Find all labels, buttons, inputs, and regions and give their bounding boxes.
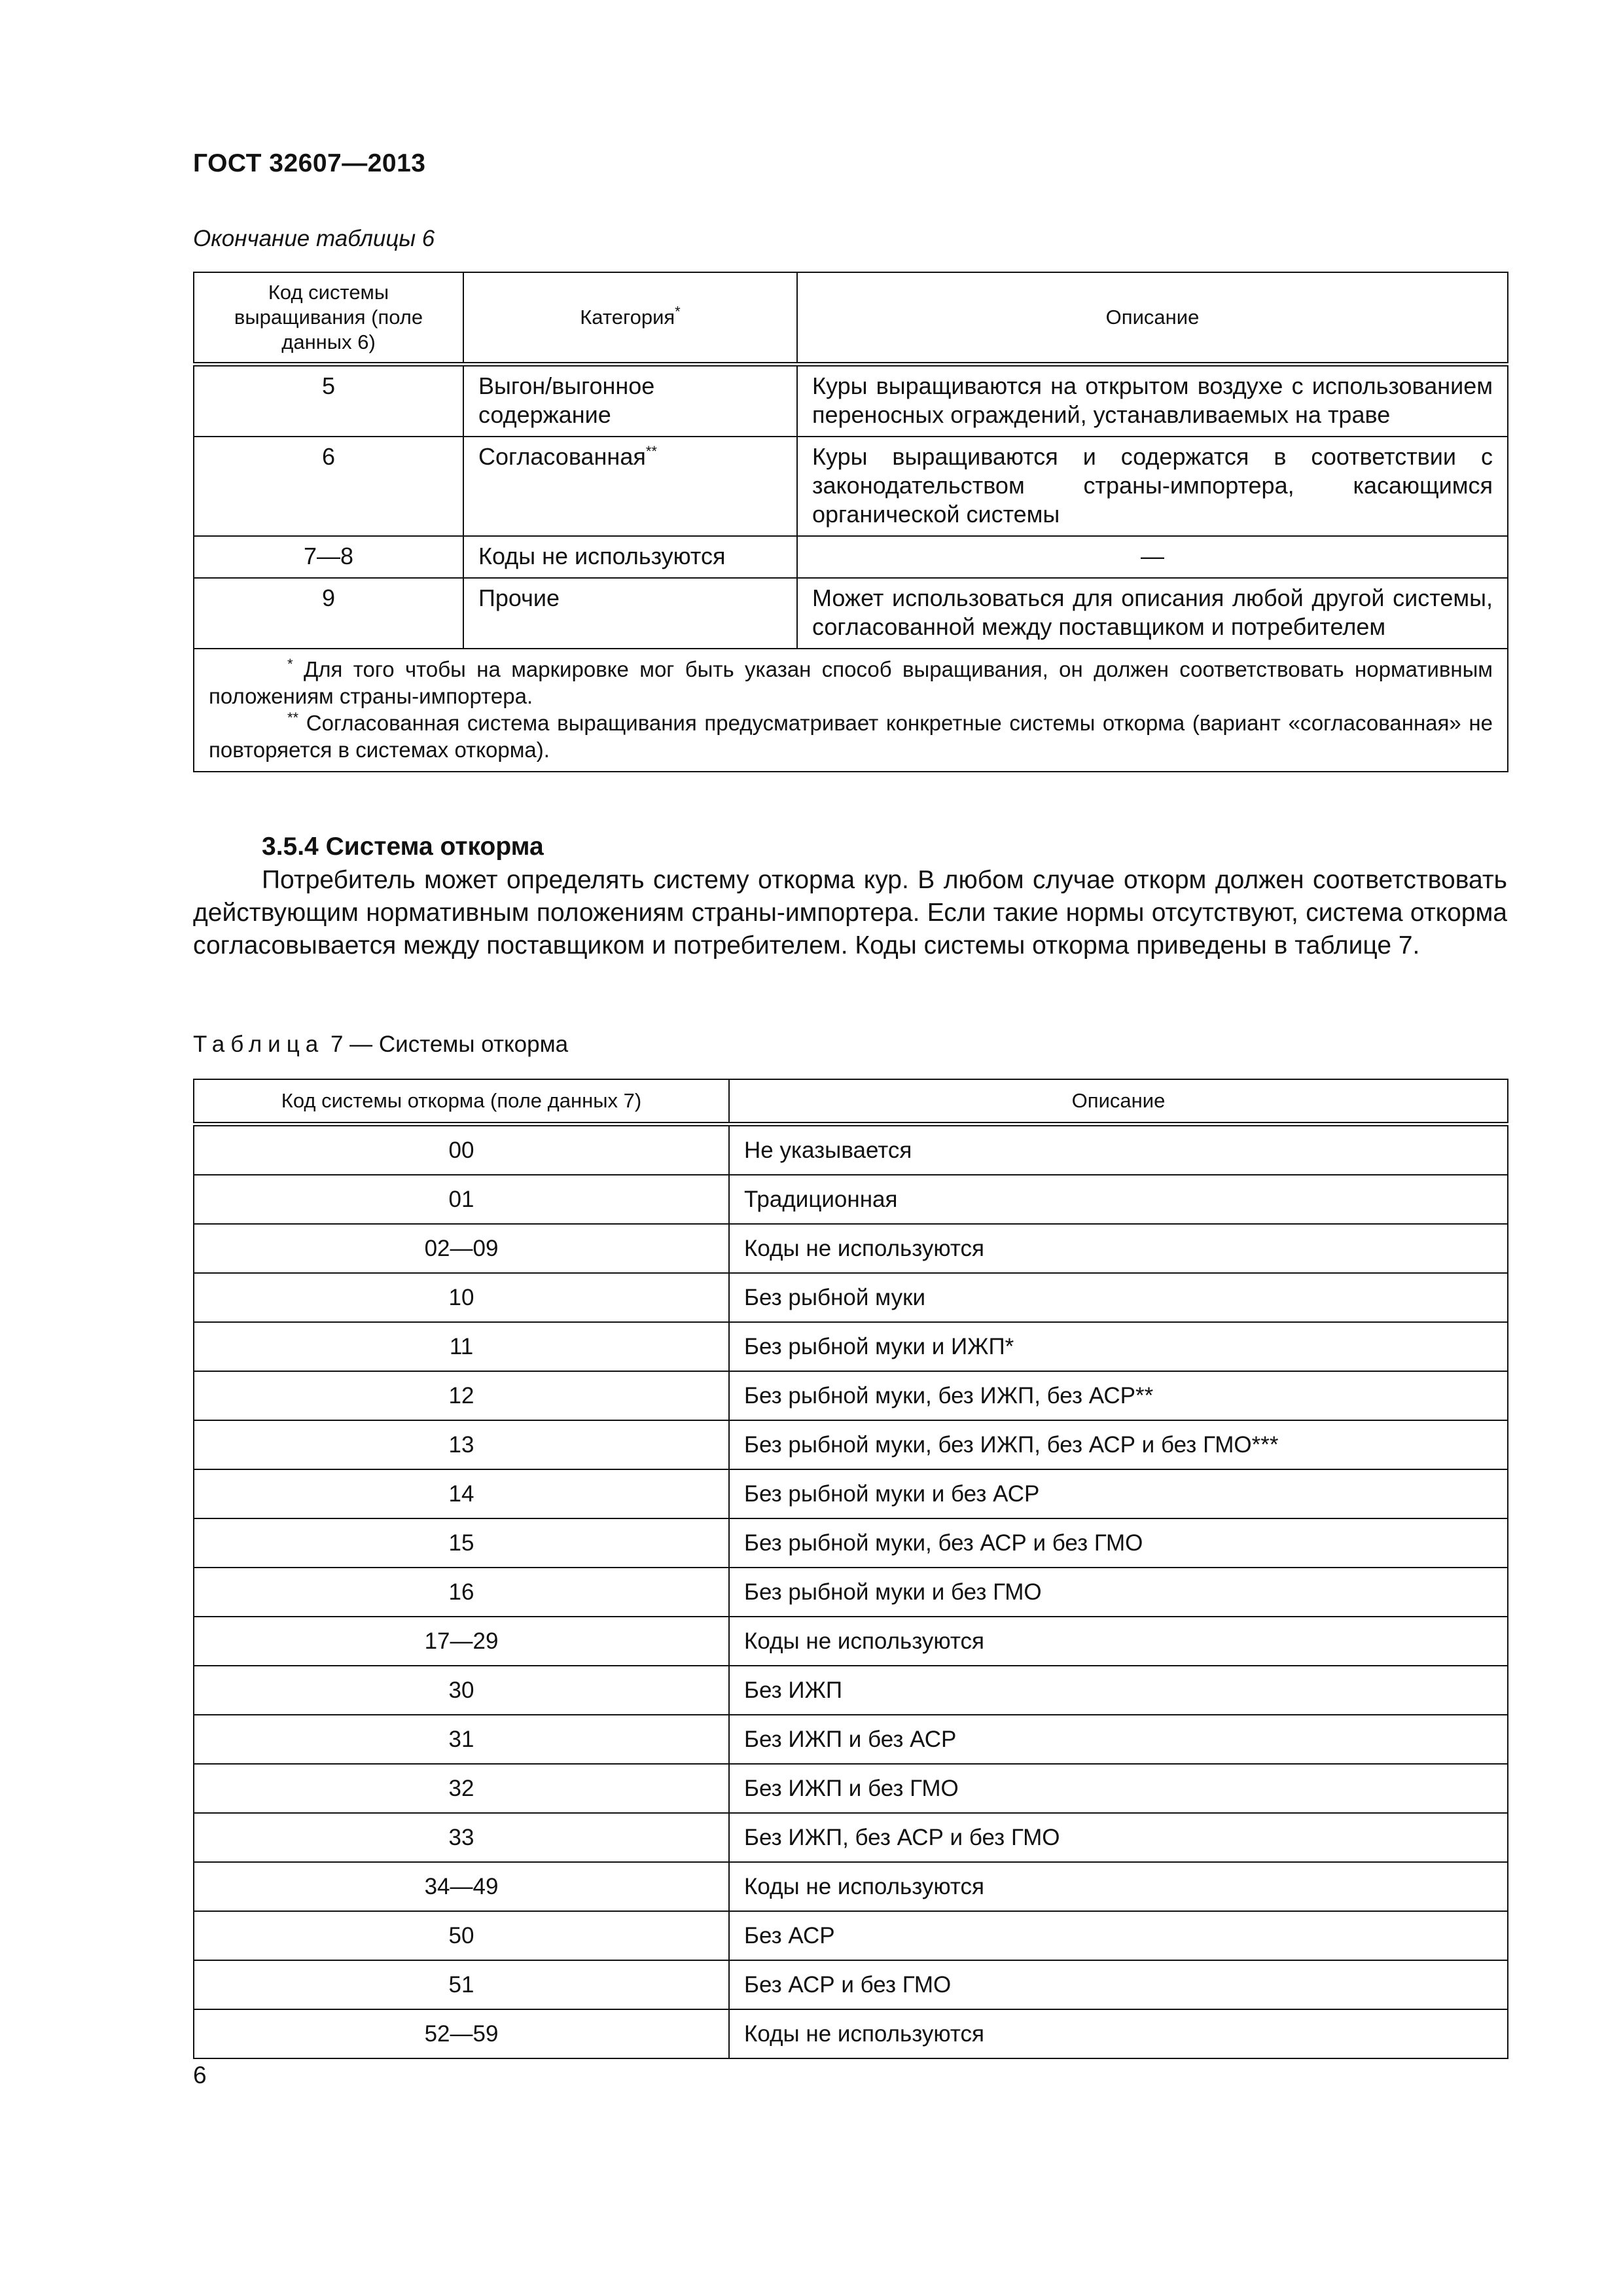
cell-code: 52—59 bbox=[194, 2009, 729, 2058]
page-number: 6 bbox=[193, 2062, 207, 2089]
cell-category: Коды не используются bbox=[463, 536, 797, 578]
cell-description: Коды не используются bbox=[729, 1862, 1508, 1911]
cell-category: Выгон/выгонное содержание bbox=[463, 365, 797, 437]
cell-description: Куры выращиваются на открытом воздухе с использованием переносных ограждений, устанавливаемых на траве bbox=[797, 365, 1508, 437]
table7-caption bbox=[193, 1031, 568, 1058]
table6-footnotes-row bbox=[194, 649, 1508, 772]
cell-code: 30 bbox=[194, 1666, 729, 1715]
cell-code: 34—49 bbox=[194, 1862, 729, 1911]
cell-description: Может использоваться для описания любой другой системы, согласованной между поставщиком и потребителем bbox=[797, 578, 1508, 649]
cell-code: 31 bbox=[194, 1715, 729, 1764]
cell-code: 32 bbox=[194, 1764, 729, 1813]
cell-code: 14 bbox=[194, 1469, 729, 1518]
table-row bbox=[194, 578, 1508, 649]
cell-description: Без АСР bbox=[729, 1911, 1508, 1960]
section-paragraph: Потребитель может определять систему откорма кур. В любом случае откорм должен соответствовать действующим нормативным положениям страны-импортера. Если такие нормы отсутствуют, система откорма согласовывается между поставщиком и потребителем. Коды системы откорма приведены в таблице 7. bbox=[193, 866, 1507, 960]
table-row bbox=[194, 1273, 1508, 1322]
table-row bbox=[194, 1469, 1508, 1518]
table7-caption-label: Таблица bbox=[193, 1031, 325, 1057]
table-row bbox=[194, 1420, 1508, 1469]
cell-description: Без рыбной муки, без ИЖП, без АСР и без ГМО*** bbox=[729, 1420, 1508, 1469]
table7-header-description: Описание bbox=[729, 1079, 1508, 1124]
cell-description: Без АСР и без ГМО bbox=[729, 1960, 1508, 2009]
table-row bbox=[194, 1960, 1508, 2009]
table-row bbox=[194, 1224, 1508, 1273]
table-row bbox=[194, 1518, 1508, 1568]
cell-description: Без рыбной муки и без ГМО bbox=[729, 1568, 1508, 1617]
table-7 bbox=[193, 1079, 1508, 2059]
table-row bbox=[194, 1862, 1508, 1911]
table-row bbox=[194, 1322, 1508, 1371]
table-row bbox=[194, 1666, 1508, 1715]
cell-description: — bbox=[797, 536, 1508, 578]
cell-description: Куры выращиваются и содержатся в соответствии с законодательством страны-импортера, касающимся органической системы bbox=[797, 437, 1508, 536]
cell-description: Коды не используются bbox=[729, 1224, 1508, 1273]
table-6 bbox=[193, 272, 1508, 772]
cell-code: 01 bbox=[194, 1175, 729, 1224]
table-row bbox=[194, 1568, 1508, 1617]
cell-code: 51 bbox=[194, 1960, 729, 2009]
cell-code: 5 bbox=[194, 365, 463, 437]
cell-code: 16 bbox=[194, 1568, 729, 1617]
cell-code: 9 bbox=[194, 578, 463, 649]
cell-code: 7—8 bbox=[194, 536, 463, 578]
table-row bbox=[194, 365, 1508, 437]
cell-code: 13 bbox=[194, 1420, 729, 1469]
cell-code: 17—29 bbox=[194, 1617, 729, 1666]
footnote-2: ** Согласованная система выращивания предусматривает конкретные системы откорма (вариант «согласованная» не повторяется в системах откорма). bbox=[209, 709, 1493, 762]
table-row bbox=[194, 437, 1508, 536]
table7-header-code: Код системы откорма (поле данных 7) bbox=[194, 1079, 729, 1124]
table7-header-row bbox=[194, 1079, 1508, 1124]
cell-description: Без рыбной муки bbox=[729, 1273, 1508, 1322]
table-row bbox=[194, 1911, 1508, 1960]
cell-code: 6 bbox=[194, 437, 463, 536]
cell-code: 33 bbox=[194, 1813, 729, 1862]
cell-category: Согласованная** bbox=[463, 437, 797, 536]
section-title: 3.5.4 Система откорма bbox=[262, 833, 544, 861]
cell-category: Прочие bbox=[463, 578, 797, 649]
cell-code: 00 bbox=[194, 1124, 729, 1175]
cell-description: Без рыбной муки и без АСР bbox=[729, 1469, 1508, 1518]
cell-description: Без рыбной муки, без АСР и без ГМО bbox=[729, 1518, 1508, 1568]
cell-description: Без ИЖП и без АСР bbox=[729, 1715, 1508, 1764]
cell-description: Без ИЖП bbox=[729, 1666, 1508, 1715]
table-row bbox=[194, 1617, 1508, 1666]
cell-code: 12 bbox=[194, 1371, 729, 1420]
cell-description: Без рыбной муки и ИЖП* bbox=[729, 1322, 1508, 1371]
cell-code: 02—09 bbox=[194, 1224, 729, 1273]
cell-description: Не указывается bbox=[729, 1124, 1508, 1175]
table6-header-description: Описание bbox=[797, 272, 1508, 365]
table-row bbox=[194, 1764, 1508, 1813]
footnote-1: * Для того чтобы на маркировке мог быть указан способ выращивания, он должен соответствовать нормативным положениям страны-импортера. bbox=[209, 656, 1493, 708]
footnote-mark: * bbox=[675, 303, 681, 320]
table6-footnotes bbox=[194, 649, 1508, 772]
table-row bbox=[194, 2009, 1508, 2058]
table6-caption: Окончание таблицы 6 bbox=[193, 226, 435, 251]
cell-description: Традиционная bbox=[729, 1175, 1508, 1224]
table-row bbox=[194, 1715, 1508, 1764]
table-row bbox=[194, 1124, 1508, 1175]
cell-description: Коды не используются bbox=[729, 2009, 1508, 2058]
table6-header-code: Код системы выращивания (поле данных 6) bbox=[194, 272, 463, 365]
table-row bbox=[194, 1371, 1508, 1420]
cell-description: Коды не используются bbox=[729, 1617, 1508, 1666]
cell-description: Без ИЖП и без ГМО bbox=[729, 1764, 1508, 1813]
cell-code: 10 bbox=[194, 1273, 729, 1322]
table7-caption-title: 7 — Системы откорма bbox=[324, 1031, 569, 1057]
cell-code: 50 bbox=[194, 1911, 729, 1960]
table6-header-category: Категория* bbox=[463, 272, 797, 365]
footnote-mark: ** bbox=[645, 443, 657, 459]
cell-code: 11 bbox=[194, 1322, 729, 1371]
cell-code: 15 bbox=[194, 1518, 729, 1568]
table-row bbox=[194, 536, 1508, 578]
cell-description: Без рыбной муки, без ИЖП, без АСР** bbox=[729, 1371, 1508, 1420]
table-row bbox=[194, 1813, 1508, 1862]
cell-description: Без ИЖП, без АСР и без ГМО bbox=[729, 1813, 1508, 1862]
document-standard-code: ГОСТ 32607—2013 bbox=[193, 149, 426, 177]
table6-header-row bbox=[194, 272, 1508, 365]
table-row bbox=[194, 1175, 1508, 1224]
